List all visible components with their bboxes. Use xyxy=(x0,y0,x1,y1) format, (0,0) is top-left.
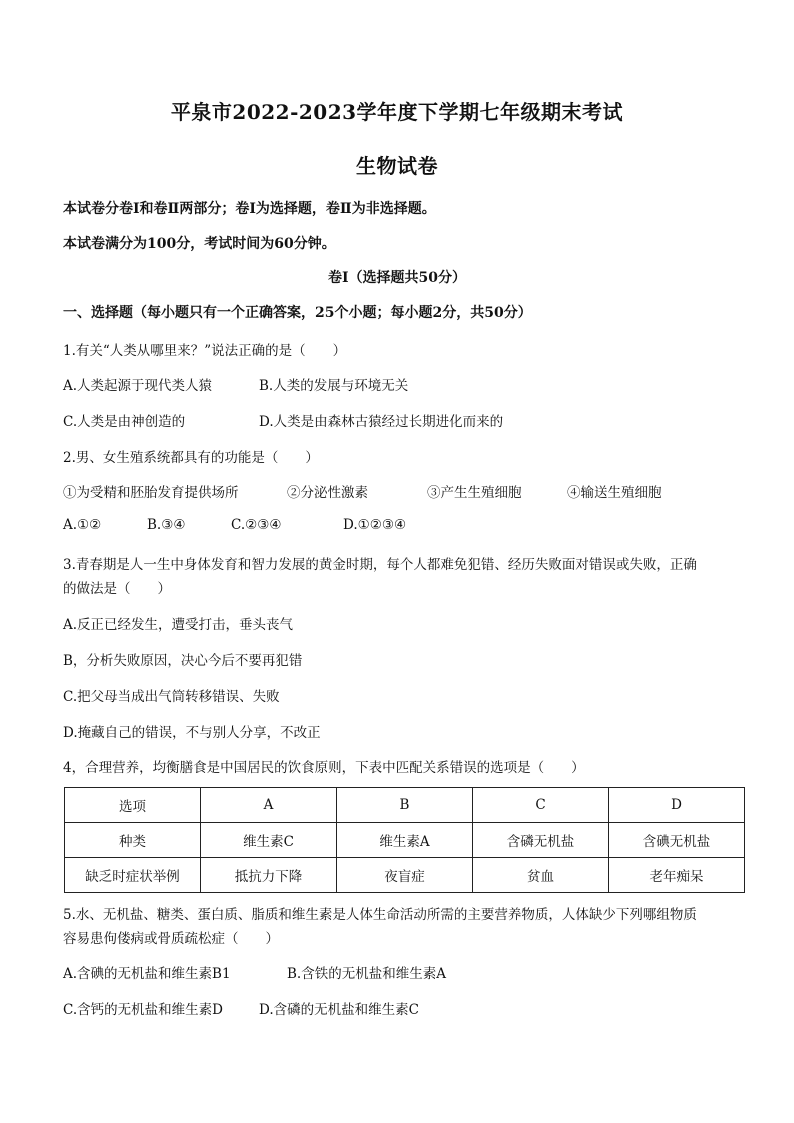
table-cell: 含碘无机盐 xyxy=(609,823,745,858)
instruction-1: 本试卷分卷Ⅰ和卷Ⅱ两部分；卷Ⅰ为选择题，卷Ⅱ为非选择题。 xyxy=(63,201,436,217)
q3-option-d: D.掩藏自己的错误，不与别人分享，不改正 xyxy=(63,725,321,741)
exam-title: 平泉市2022-2023学年度下学期七年级期末考试 xyxy=(170,100,624,124)
table-cell: C xyxy=(473,788,609,823)
table-cell: 抵抗力下降 xyxy=(201,858,337,893)
table-cell: 缺乏时症状举例 xyxy=(65,858,201,893)
table-cell: 维生素A xyxy=(337,823,473,858)
q3-option-a: A.反正已经发生，遭受打击，垂头丧气 xyxy=(63,617,294,633)
q5-option-d: D.含磷的无机盐和维生素C xyxy=(259,1002,419,1018)
q3-stem-line2: 的做法是（ ） xyxy=(63,581,171,597)
q5-stem-line2: 容易患佝偻病或骨质疏松症（ ） xyxy=(63,931,279,947)
q5-stem-line1: 5.水、无机盐、糖类、蛋白质、脂质和维生素是人体生命活动所需的主要营养物质，人体缺少下列哪组物质 xyxy=(63,907,697,923)
q2-item-1: ①为受精和胚胎发育提供场所 xyxy=(63,485,239,501)
table-cell: 维生素C xyxy=(201,823,337,858)
q1-option-c: C.人类是由神创造的 xyxy=(63,414,186,430)
q2-option-d: D.①②③④ xyxy=(343,517,407,533)
table-cell: A xyxy=(201,788,337,823)
q2-option-c: C.②③④ xyxy=(231,517,282,533)
table-cell: D xyxy=(609,788,745,823)
volume-title: 卷Ⅰ（选择题共50分） xyxy=(327,270,467,286)
table-cell: 夜盲症 xyxy=(337,858,473,893)
q2-option-a: A.①② xyxy=(63,517,102,533)
table-row xyxy=(65,788,745,823)
table-cell: 贫血 xyxy=(473,858,609,893)
q2-item-4: ④输送生殖细胞 xyxy=(567,485,662,501)
q4-stem: 4，合理营养，均衡膳食是中国居民的饮食原则，下表中匹配关系错误的选项是（ ） xyxy=(63,760,585,776)
table-row xyxy=(65,823,745,858)
q4-table xyxy=(64,787,745,893)
table-cell: 种类 xyxy=(65,823,201,858)
q1-stem: 1.有关“人类从哪里来？”说法正确的是（ ） xyxy=(63,343,347,359)
table-row xyxy=(65,858,745,893)
table-cell: 选项 xyxy=(65,788,201,823)
table-cell: 老年痴呆 xyxy=(609,858,745,893)
instruction-2: 本试卷满分为100分，考试时间为60分钟。 xyxy=(63,236,336,252)
exam-subtitle: 生物试卷 xyxy=(356,154,438,178)
q2-item-3: ③产生生殖细胞 xyxy=(427,485,522,501)
q2-item-2: ②分泌性激素 xyxy=(287,485,368,501)
q1-option-b: B.人类的发展与环境无关 xyxy=(259,378,409,394)
q1-option-d: D.人类是由森林古猿经过长期进化而来的 xyxy=(259,414,504,430)
table-cell: B xyxy=(337,788,473,823)
q3-option-c: C.把父母当成出气筒转移错误、失败 xyxy=(63,689,280,705)
q2-stem: 2.男、女生殖系统都具有的功能是（ ） xyxy=(63,450,319,466)
part-title: 一、选择题（每小题只有一个正确答案，25个小题；每小题2分，共50分） xyxy=(63,305,532,321)
q1-option-a: A.人类起源于现代类人猿 xyxy=(63,378,213,394)
table-cell: 含磷无机盐 xyxy=(473,823,609,858)
q2-option-b: B.③④ xyxy=(147,517,186,533)
q3-stem-line1: 3.青春期是人一生中身体发育和智力发展的黄金时期，每个人都难免犯错、经历失败面对错误或失败，正确 xyxy=(63,557,697,573)
q3-option-b: B，分析失败原因，决心今后不要再犯错 xyxy=(63,653,303,669)
q5-option-b: B.含铁的无机盐和维生素A xyxy=(287,966,446,982)
q5-option-a: A.含碘的无机盐和维生素B1 xyxy=(63,966,231,982)
q5-option-c: C.含钙的无机盐和维生素D xyxy=(63,1002,223,1018)
